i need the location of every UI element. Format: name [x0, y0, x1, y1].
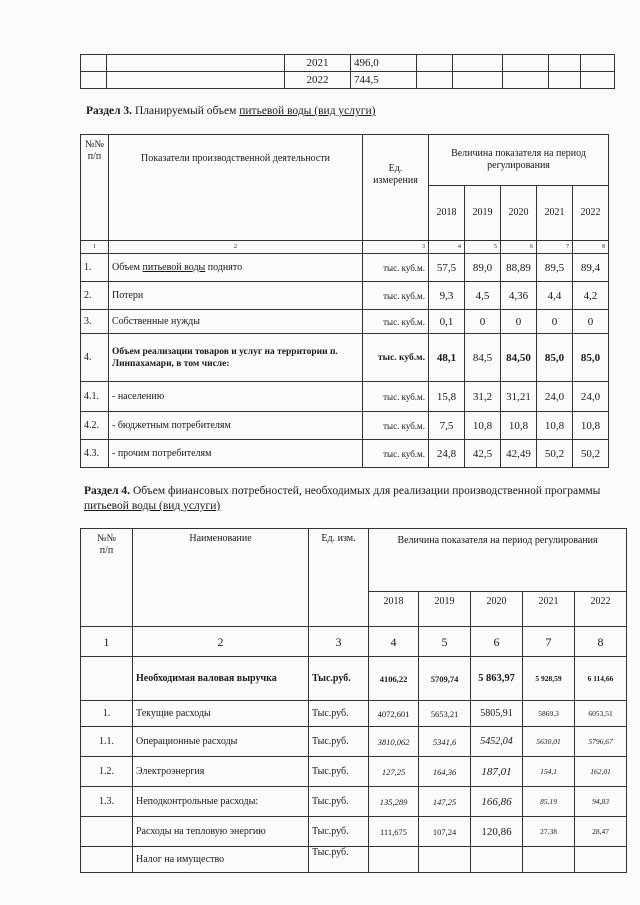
row-name: - населению: [109, 382, 363, 412]
table-row: 4.3. - прочим потребителям тыс. куб.м. 24,8 42,5 42,49 50,2 50,2: [81, 440, 609, 468]
row-name: - бюджетным потребителям: [109, 412, 363, 440]
table-row: 4.2. - бюджетным потребителям тыс. куб.м. 7,5 10,8 10,8 10,8 10,8: [81, 412, 609, 440]
row-name: Необходимая валовая выручка: [133, 657, 309, 701]
table-row: [81, 55, 615, 72]
row-name: Объем реализации товаров и услуг на территории п. Линпахамари, в том числе:: [109, 334, 363, 382]
row-name: Операционные расходы: [133, 727, 309, 757]
row-name: Собственные нужды: [109, 310, 363, 334]
row-name: Электроэнергия: [133, 757, 309, 787]
continued-table: [80, 54, 615, 89]
table-row: 1. Объем питьевой воды поднято тыс. куб.м. 57,5 89,0 88,89 89,5 89,4: [81, 254, 609, 282]
header-unit: Ед. измерения: [363, 135, 429, 241]
year-cell: 2021: [285, 55, 351, 72]
row-name: Налог на имущество: [133, 847, 309, 873]
header-num: №№ п/п: [81, 529, 133, 627]
header-years-row: 2018 2019 2020 2021 2022: [81, 592, 627, 627]
year-header: 2021: [537, 186, 573, 241]
table-row: 3. Собственные нужды тыс. куб.м. 0,1 0 0 0 0: [81, 310, 609, 334]
table-row: [81, 72, 615, 89]
year-cell: 2022: [285, 72, 351, 89]
header-indicator: Показатели производственной деятельности: [109, 135, 363, 241]
row-name: - прочим потребителям: [109, 440, 363, 468]
year-header: 2022: [573, 186, 609, 241]
table-row: 1.2. Электроэнергия Тыс.руб. 127,25 164,36 187,01 154,1 162,01: [81, 757, 627, 787]
index-row: 1 2 3 4 5 6 7 8: [81, 627, 627, 657]
row-name: Текущие расходы: [133, 701, 309, 727]
table-row: 1.3. Неподконтрольные расходы: Тыс.руб. 135,289 147,25 166,86 85,19 94,83: [81, 787, 627, 817]
section-4-table: [80, 528, 627, 873]
section-4-title: Раздел 4. Объем финансовых потребностей, необходимых для реализации производственной программы питьевой воды (вид услуги): [84, 485, 601, 512]
row-name: Неподконтрольные расходы:: [133, 787, 309, 817]
row-name: Потери: [109, 282, 363, 310]
year-header: 2020: [501, 186, 537, 241]
table-row: 4.1. - населению тыс. куб.м. 15,8 31,2 31,21 24,0 24,0: [81, 382, 609, 412]
header-period: Величина показателя на период регулирования: [369, 529, 627, 592]
header-row: [81, 529, 627, 592]
table-row: 1. Текущие расходы Тыс.руб. 4072,601 5653,21 5805,91 5869,3 6053,51: [81, 701, 627, 727]
header-row: [81, 135, 609, 186]
table-row: 2. Потери тыс. куб.м. 9,3 4,5 4,36 4,4 4,2: [81, 282, 609, 310]
value-cell: 496,0: [351, 55, 417, 72]
year-header: 2018: [429, 186, 465, 241]
table-row: Расходы на тепловую энергию Тыс.руб. 111,675 107,24 120,86 27,38 28,47: [81, 817, 627, 847]
row-name: Объем питьевой воды поднято: [109, 254, 363, 282]
header-name: Наименование: [133, 529, 309, 627]
row-name: Расходы на тепловую энергию: [133, 817, 309, 847]
header-unit: Ед. изм.: [309, 529, 369, 627]
index-row: 1 2 3 4 5 6 7 8: [81, 241, 609, 254]
section-3-table: [80, 134, 609, 468]
value-cell: 744,5: [351, 72, 417, 89]
header-period: Величина показателя на период регулирования: [429, 135, 609, 186]
table-row: 4. Объем реализации товаров и услуг на территории п. Линпахамари, в том числе: тыс. куб.м. 48,1 84,5 84,50 85,0 85,0: [81, 334, 609, 382]
table-row: 1.1. Операционные расходы Тыс.руб. 3810,062 5341,6 5452,04 5630,01 5796,67: [81, 727, 627, 757]
table-row: Необходимая валовая выручка Тыс.руб. 4106,22 5709,74 5 863,97 5 928,59 6 114,66: [81, 657, 627, 701]
table-row: Налог на имущество Тыс.руб.: [81, 847, 627, 873]
section-3-title: Раздел 3. Планируемый объем питьевой воды (вид услуги): [86, 105, 376, 117]
year-header: 2019: [465, 186, 501, 241]
header-num: №№ п/п: [81, 135, 109, 241]
